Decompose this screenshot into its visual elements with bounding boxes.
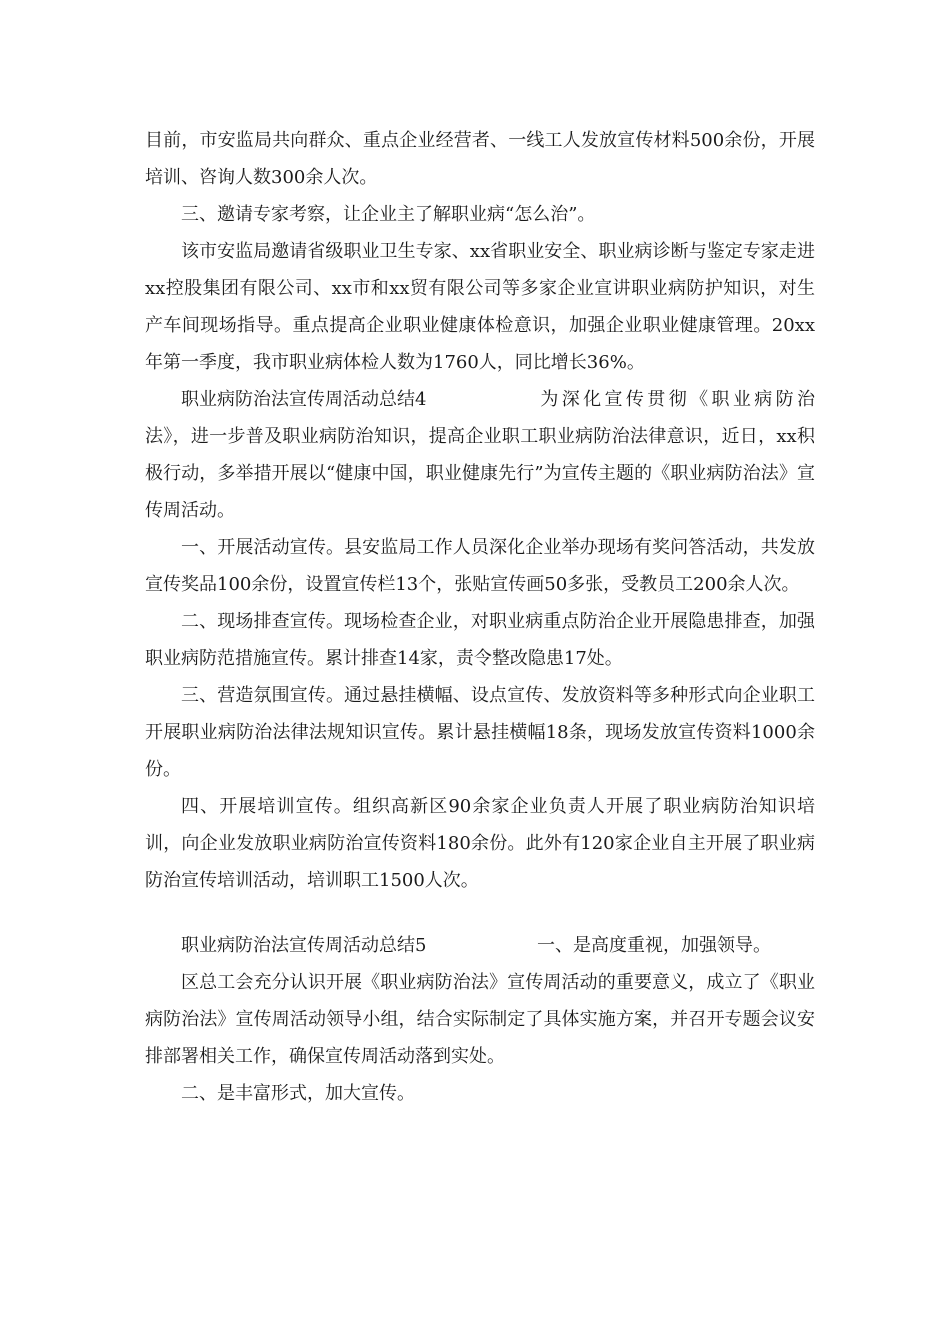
section-5-intro: 一、是高度重视，加强领导。 (537, 935, 771, 956)
section-4-item-2: 二、现场排查宣传。现场检查企业，对职业病重点防治企业开展隐患排查，加强职业病防范措施宣传。累计排查14家，责令整改隐患17处。 (145, 611, 815, 669)
section-5 (145, 927, 815, 964)
paragraph-heading-experts: 三、邀请专家考察，让企业主了解职业病“怎么治”。 (181, 204, 596, 225)
section-4-item-3: 三、营造氛围宣传。通过悬挂横幅、设点宣传、发放资料等多种形式向企业职工开展职业病防治法律法规知识宣传。累计悬挂横幅18条，现场发放宣传资料1000余份。 (145, 685, 815, 780)
document-body (145, 122, 815, 1112)
section-5-item-2: 二、是丰富形式，加大宣传。 (181, 1083, 415, 1104)
section-4-intro: 为深化宣传贯彻《职业病防治法》，进一步普及职业病防治知识，提高企业职工职业病防治法律意识，近日，xx积极行动，多举措开展以“健康中国，职业健康先行”为宣传主题的《职业病防治法》宣传周活动。 (145, 389, 815, 521)
section-4 (145, 381, 815, 529)
section-4-title: 职业病防治法宣传周活动总结4 (181, 389, 427, 410)
section-5-item-1: 区总工会充分认识开展《职业病防治法》宣传周活动的重要意义，成立了《职业病防治法》宣传周活动领导小组，结合实际制定了具体实施方案，并召开专题会议安排部署相关工作，确保宣传周活动落到实处。 (145, 972, 815, 1067)
paragraph-results: 目前，市安监局共向群众、重点企业经营者、一线工人发放宣传材料500余份，开展培训、咨询人数300余人次。 (145, 130, 815, 188)
section-4-item-4: 四、开展培训宣传。组织高新区90余家企业负责人开展了职业病防治知识培训，向企业发放职业病防治宣传资料180余份。此外有120家企业自主开展了职业病防治宣传培训活动，培训职工1500人次。 (145, 796, 815, 891)
section-5-title: 职业病防治法宣传周活动总结5 (181, 935, 427, 956)
section-4-item-1: 一、开展活动宣传。县安监局工作人员深化企业举办现场有奖问答活动，共发放宣传奖品100余份，设置宣传栏13个，张贴宣传画50多张，受教员工200余人次。 (145, 537, 815, 595)
paragraph-experts: 该市安监局邀请省级职业卫生专家、xx省职业安全、职业病诊断与鉴定专家走进xx控股集团有限公司、xx市和xx贸有限公司等多家企业宣讲职业病防护知识，对生产车间现场指导。重点提高企业职业健康体检意识，加强企业职业健康管理。20xx年第一季度，我市职业病体检人数为1760人，同比增长36%。 (145, 241, 815, 373)
